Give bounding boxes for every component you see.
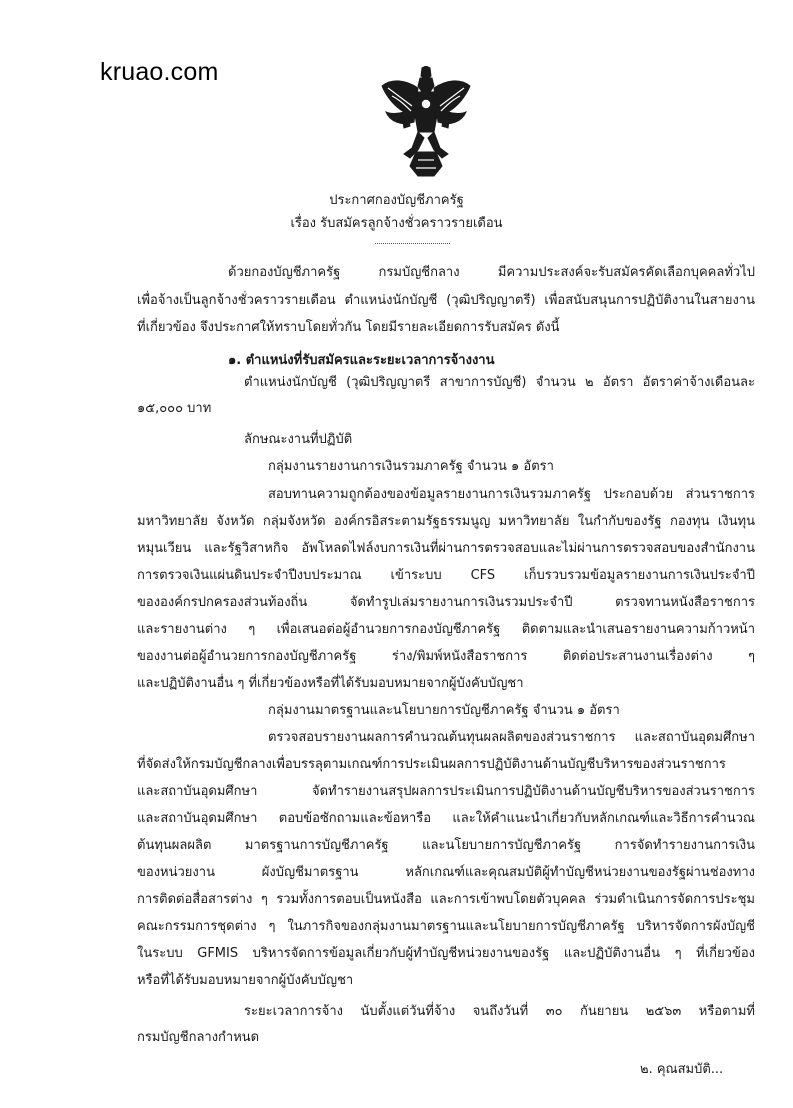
position-line-2: ๑๕,๐๐๐ บาท <box>137 401 212 416</box>
group1-line-1: สอบทานความถูกต้องของข้อมูลรายงานการเงินรวมภาครัฐ ประกอบด้วย ส่วนราชการ <box>268 487 755 502</box>
intro-line-3: ที่เกี่ยวข้อง จึงประกาศให้ทราบโดยทั่วกัน โดยมีรายละเอียดการรับสมัคร ดังนี้ <box>137 320 560 335</box>
job-nature-label: ลักษณะงานที่ปฏิบัติ <box>244 432 353 447</box>
group2-line-4: และสถาบันอุดมศึกษา ตอบข้อซักถามและข้อหารือ และให้คำแนะนำเกี่ยวกับหลักเกณฑ์และวิธีการคำนวณ <box>137 811 755 826</box>
group1-title: กลุ่มงานรายงานการเงินรวมภาครัฐ จำนวน ๑ อัตรา <box>268 459 554 474</box>
group2-line-3: และสถาบันอุดมศึกษา จัดทำรายงานสรุปผลการประเมินการปฏิบัติงานด้านบัญชีบริหารของส่วนราชการ <box>137 784 755 799</box>
group1-line-4: การตรวจเงินแผ่นดินประจำปีงบประมาณ เข้าระบบ CFS เก็บรวบรวมข้อมูลรายงานการเงินประจำปี <box>137 568 755 583</box>
group1-line-8: และปฏิบัติงานอื่น ๆ ที่เกี่ยวข้องหรือที่ได้รับมอบหมายจากผู้บังคับบัญชา <box>137 676 524 691</box>
group1-line-3: หมุนเวียน และรัฐวิสาหกิจ อัพโหลดไฟล์งบการเงินที่ผ่านการตรวจสอบและไม่ผ่านการตรวจสอบของสำนักงาน <box>137 541 755 556</box>
intro-line-1: ด้วยกองบัญชีภาครัฐ กรมบัญชีกลาง มีความประสงค์จะรับสมัครคัดเลือกบุคคลทั่วไป <box>228 265 755 280</box>
group2-line-8: คณะกรรมการชุดต่าง ๆ ในภารกิจของกลุ่มงานมาตรฐานและนโยบายการบัญชีภาครัฐ บริหารจัดการผังบัญชี <box>137 919 755 934</box>
group2-line-5: ต้นทุนผลผลิต มาตรฐานการบัญชีภาครัฐ และนโยบายการบัญชีภาครัฐ การจัดทำรายงานการเงิน <box>137 838 755 853</box>
intro-line-2: เพื่อจ้างเป็นลูกจ้างชั่วคราวรายเดือน ตำแหน่งนักบัญชี (วุฒิปริญญาตรี) เพื่อสนับสนุนการปฏิบัติงานในสายงาน <box>137 293 755 308</box>
section-heading: ๑. ตำแหน่งที่รับสมัครและระยะเวลาการจ้างงาน <box>228 353 495 368</box>
employment-period-line-2: กรมบัญชีกลางกำหนด <box>137 1030 260 1045</box>
group2-line-7: การติดต่อสื่อสารต่าง ๆ รวมทั้งการตอบเป็นหนังสือ และการเข้าพบโดยตัวบุคคล ร่วมดำเนินการจัดการประชุม <box>137 892 755 907</box>
group2-title: กลุ่มงานมาตรฐานและนโยบายการบัญชีภาครัฐ จำนวน ๑ อัตรา <box>268 703 620 718</box>
group2-line-1: ตรวจสอบรายงานผลการคำนวณต้นทุนผลผลิตของส่วนราชการ และสถาบันอุดมศึกษา <box>268 730 755 745</box>
document-subject: เรื่อง รับสมัครลูกจ้างชั่วคราวรายเดือน <box>290 216 503 231</box>
group2-line-9: ในระบบ GFMIS บริหารจัดการข้อมูลเกี่ยวกับผู้ทำบัญชีหน่วยงานของรัฐ และปฏิบัติงานอื่น ๆ ที่เกี่ยวข้อง <box>137 946 755 961</box>
group2-line-6: ของหน่วยงาน ผังบัญชีมาตรฐาน หลักเกณฑ์และคุณสมบัติผู้ทำบัญชีหน่วยงานของรัฐผ่านช่องทาง <box>137 865 755 880</box>
group1-line-2: มหาวิทยาลัย จังหวัด กลุ่มจังหวัด องค์กรอิสระตามรัฐธรรมนูญ มหาวิทยาลัย ในกำกับของรัฐ กองทุน เงินทุน <box>137 514 755 529</box>
continuation-marker: ๒. คุณสมบัติ... <box>640 1062 724 1077</box>
garuda-emblem-icon <box>378 66 474 178</box>
group2-line-10: หรือที่ได้รับมอบหมายจากผู้บังคับบัญชา <box>137 973 354 988</box>
site-watermark: kruao.com <box>100 58 219 86</box>
title-divider <box>375 243 450 244</box>
document-title: ประกาศกองบัญชีภาครัฐ <box>329 193 464 208</box>
employment-period-line-1: ระยะเวลาการจ้าง นับตั้งแต่วันที่จ้าง จนถึงวันที่ ๓๐ กันยายน ๒๕๖๓ หรือตามที่ <box>244 1004 755 1019</box>
position-line-1: ตำแหน่งนักบัญชี (วุฒิปริญญาตรี สาขาการบัญชี) จำนวน ๒ อัตรา อัตราค่าจ้างเดือนละ <box>244 375 755 390</box>
group2-line-2: ที่จัดส่งให้กรมบัญชีกลางเพื่อบรรลุตามเกณฑ์การประเมินผลการปฏิบัติงานด้านบัญชีบริหารของส่วนราชการ <box>137 757 726 772</box>
group1-line-7: ของงานต่อผู้อำนวยการกองบัญชีภาครัฐ ร่าง/พิมพ์หนังสือราชการ ติดต่อประสานงานเรื่องต่าง ๆ <box>137 649 755 664</box>
group1-line-6: และรายงานต่าง ๆ เพื่อเสนอต่อผู้อำนวยการกองบัญชีภาครัฐ ติดตามและนำเสนอรายงานความก้าวหน้า <box>137 622 755 637</box>
group1-line-5: ขององค์กรปกครองส่วนท้องถิ่น จัดทำรูปเล่มรายงานการเงินรวมประจำปี ตรวจทานหนังสือราชการ <box>137 595 755 610</box>
